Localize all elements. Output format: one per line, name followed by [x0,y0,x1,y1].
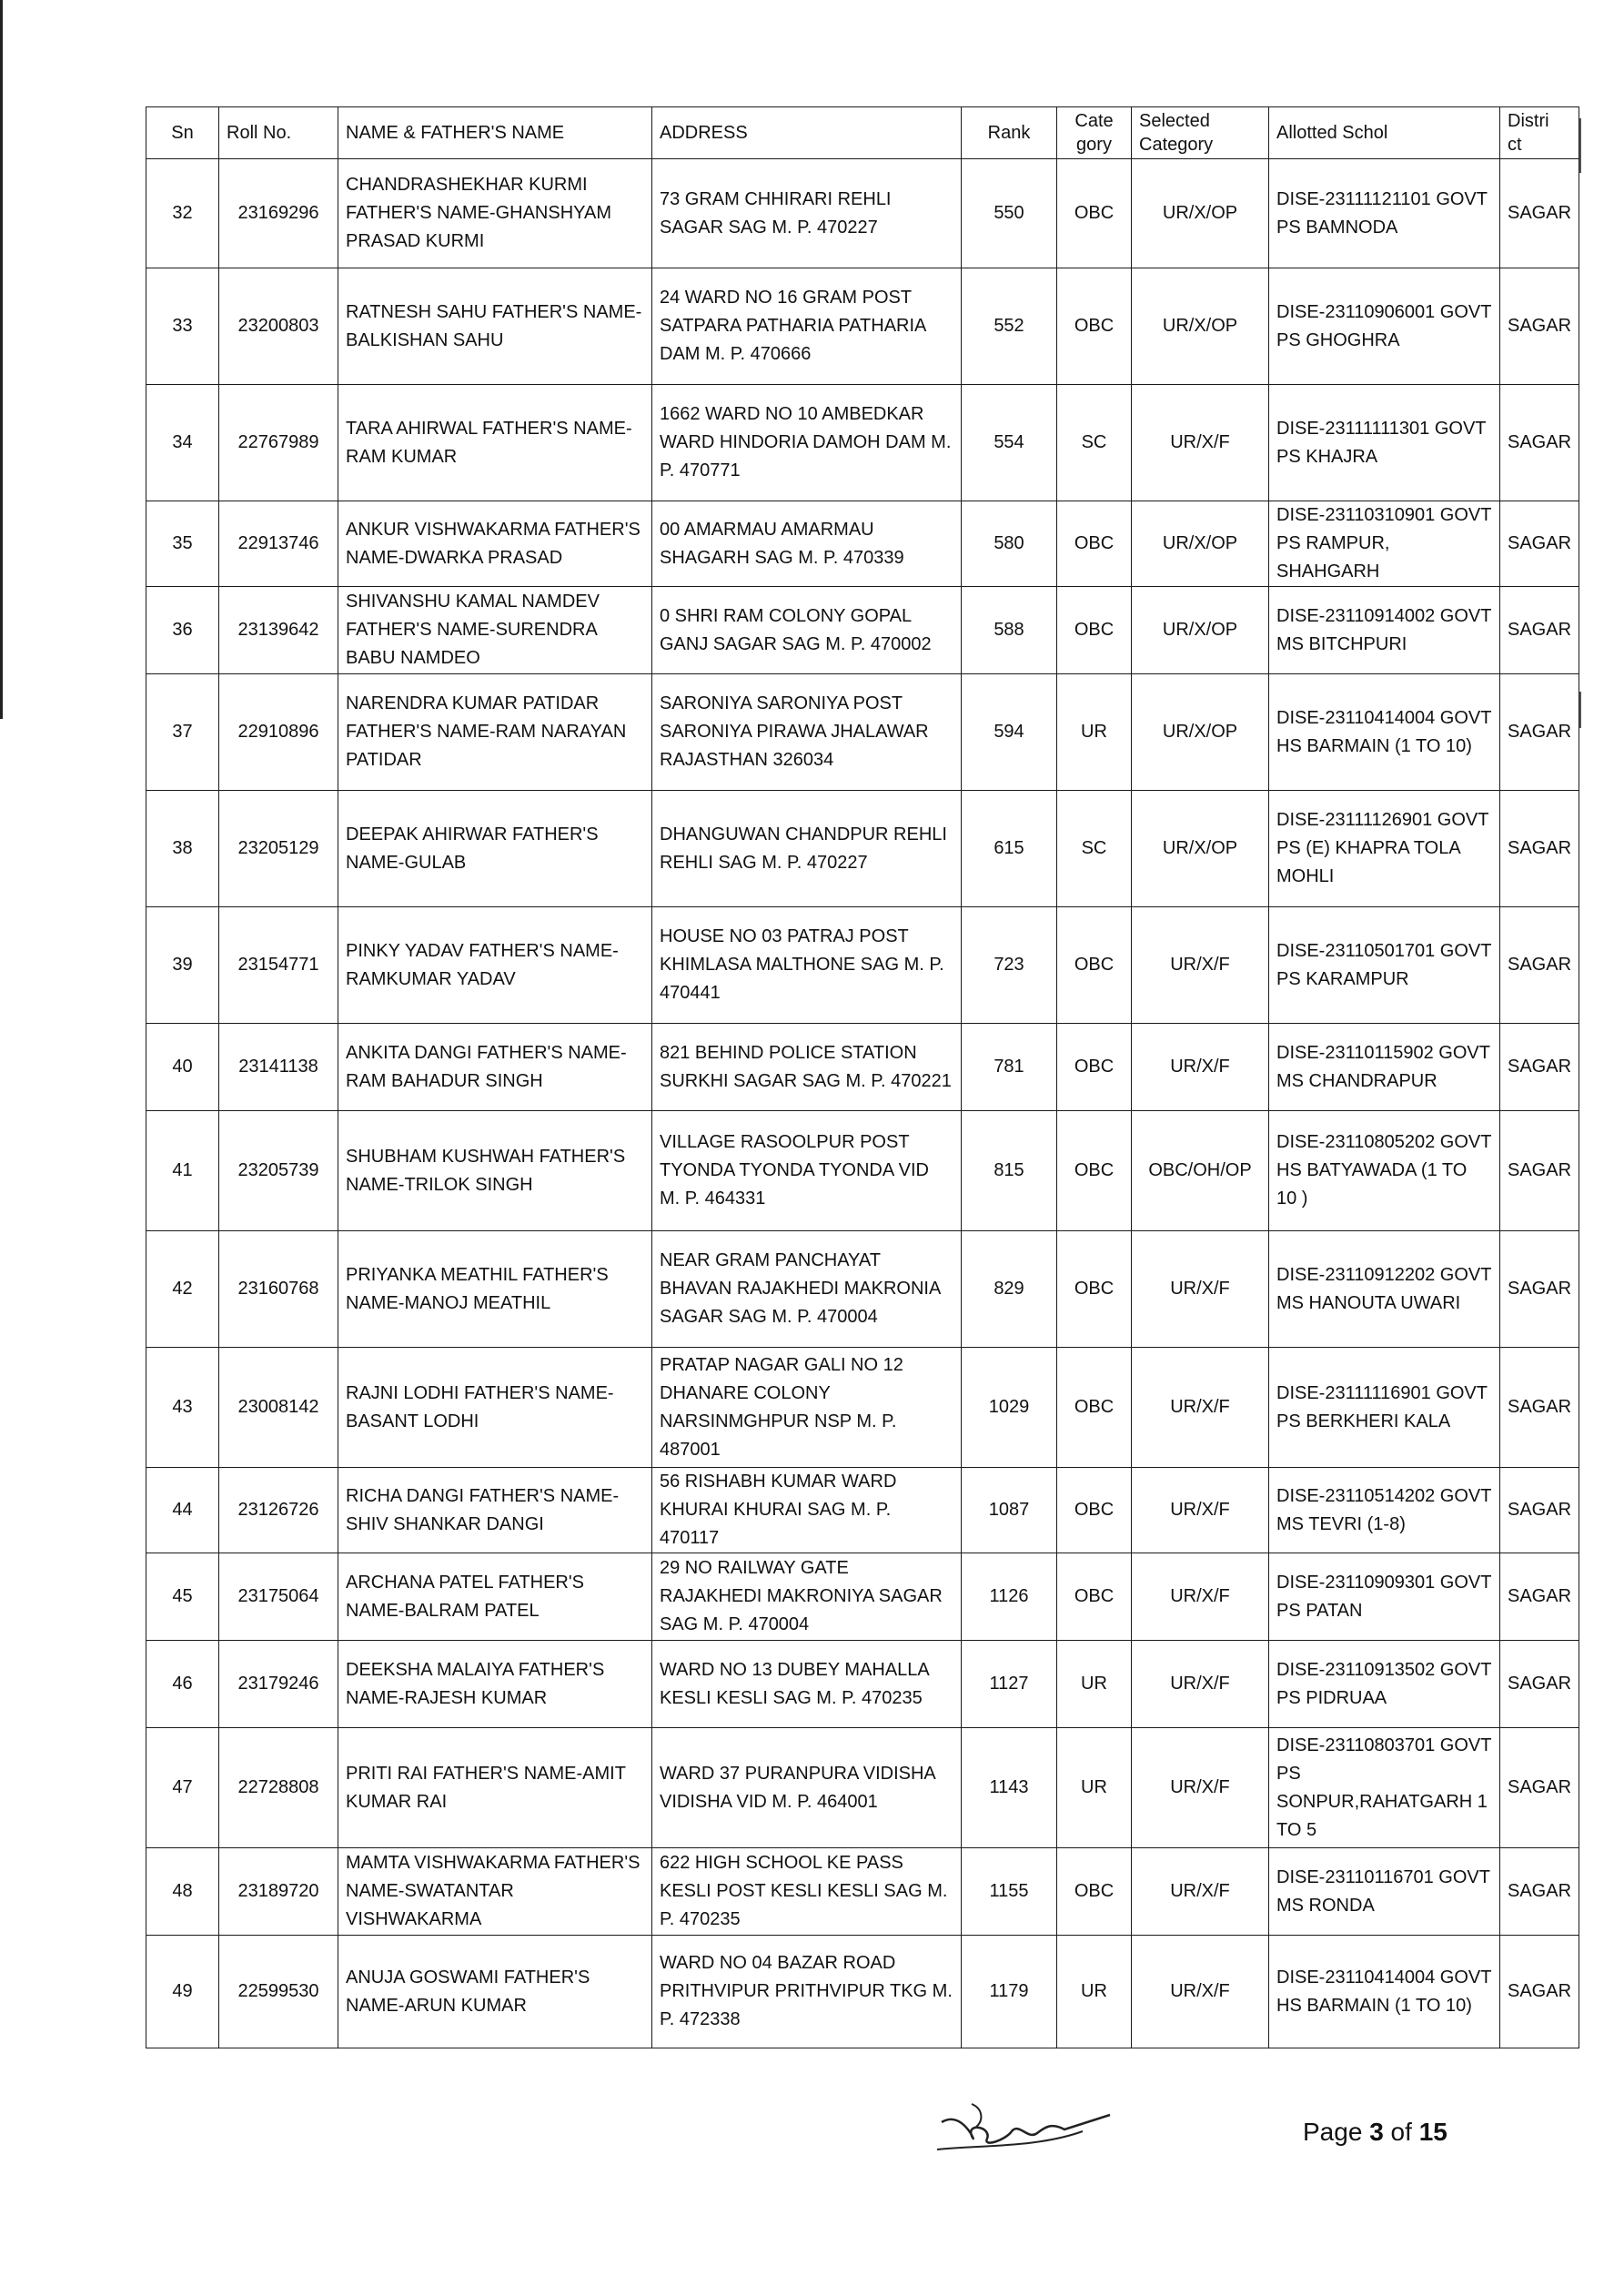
category-cell: OBC [1057,1348,1132,1468]
table-row [146,1553,1579,1641]
table-row [146,268,1579,385]
category-cell: SC [1057,385,1132,501]
allotted-school-cell: DISE-23110414004 GOVT HS BARMAIN (1 TO 10) [1269,1936,1500,2048]
sn-cell: 48 [146,1848,219,1936]
allotted-school-cell: DISE-23110501701 GOVT PS KARAMPUR [1269,907,1500,1024]
roll-no-cell: 23160768 [219,1231,338,1348]
district-cell: SAGAR [1500,1111,1579,1231]
name-cell: CHANDRASHEKHAR KURMI FATHER'S NAME-GHANSHYAM PRASAD KURMI [338,159,652,268]
sn-cell: 35 [146,501,219,587]
district-cell: SAGAR [1500,1348,1579,1468]
header-allotted-school: Allotted Schol [1269,107,1500,159]
category-cell: SC [1057,791,1132,907]
name-cell: ANUJA GOSWAMI FATHER'S NAME-ARUN KUMAR [338,1936,652,2048]
rank-cell: 1087 [962,1468,1057,1553]
selected-category-cell: UR/X/OP [1132,268,1269,385]
name-cell: SHUBHAM KUSHWAH FATHER'S NAME-TRILOK SINGH [338,1111,652,1231]
header-sn: Sn [146,107,219,159]
roll-no-cell: 23169296 [219,159,338,268]
header-district-line1: Distri [1508,111,1549,131]
scan-left-edge [0,0,3,719]
selected-category-cell: OBC/OH/OP [1132,1111,1269,1231]
rank-cell: 554 [962,385,1057,501]
sn-cell: 44 [146,1468,219,1553]
sn-cell: 33 [146,268,219,385]
district-cell: SAGAR [1500,674,1579,791]
sn-cell: 47 [146,1728,219,1848]
roll-no-cell: 22599530 [219,1936,338,2048]
header-selected-category [1132,107,1269,159]
name-cell: DEEKSHA MALAIYA FATHER'S NAME-RAJESH KUMAR [338,1641,652,1728]
address-cell: 1662 WARD NO 10 AMBEDKAR WARD HINDORIA DAMOH DAM M. P. 470771 [652,385,962,501]
roll-no-cell: 23141138 [219,1024,338,1111]
district-cell: SAGAR [1500,1641,1579,1728]
selected-category-cell: UR/X/F [1132,1553,1269,1641]
allotted-school-cell: DISE-23111126901 GOVT PS (E) KHAPRA TOLA MOHLI [1269,791,1500,907]
district-cell: SAGAR [1500,268,1579,385]
name-cell: RICHA DANGI FATHER'S NAME-SHIV SHANKAR DANGI [338,1468,652,1553]
allotted-school-cell: DISE-23110803701 GOVT PS SONPUR,RAHATGARH 1 TO 5 [1269,1728,1500,1848]
district-cell: SAGAR [1500,1848,1579,1936]
rank-cell: 781 [962,1024,1057,1111]
name-cell: DEEPAK AHIRWAR FATHER'S NAME-GULAB [338,791,652,907]
selected-category-cell: UR/X/F [1132,1936,1269,2048]
allotted-school-cell: DISE-23110115902 GOVT MS CHANDRAPUR [1269,1024,1500,1111]
table-row [146,1848,1579,1936]
address-cell: 29 NO RAILWAY GATE RAJAKHEDI MAKRONIYA SAGAR SAG M. P. 470004 [652,1553,962,1641]
address-cell: DHANGUWAN CHANDPUR REHLI REHLI SAG M. P. 470227 [652,791,962,907]
category-cell: OBC [1057,1231,1132,1348]
address-cell: NEAR GRAM PANCHAYAT BHAVAN RAJAKHEDI MAKRONIA SAGAR SAG M. P. 470004 [652,1231,962,1348]
selected-category-cell: UR/X/OP [1132,159,1269,268]
roll-no-cell: 22728808 [219,1728,338,1848]
allotted-school-cell: DISE-23110909301 GOVT PS PATAN [1269,1553,1500,1641]
header-selected-line2: Category [1139,135,1214,155]
rank-cell: 829 [962,1231,1057,1348]
category-cell: OBC [1057,501,1132,587]
header-category [1057,107,1132,159]
category-cell: OBC [1057,1024,1132,1111]
selected-category-cell: UR/X/F [1132,1024,1269,1111]
header-roll-no: Roll No. [219,107,338,159]
roll-no-cell: 23205739 [219,1111,338,1231]
allotted-school-cell: DISE-23110514202 GOVT MS TEVRI (1-8) [1269,1468,1500,1553]
signature [928,2095,1137,2159]
name-cell: RATNESH SAHU FATHER'S NAME-BALKISHAN SAHU [338,268,652,385]
allotted-school-cell: DISE-23110913502 GOVT PS PIDRUAA [1269,1641,1500,1728]
address-cell: 24 WARD NO 16 GRAM POST SATPARA PATHARIA PATHARIA DAM M. P. 470666 [652,268,962,385]
page-word: Page [1303,2118,1363,2146]
sn-cell: 40 [146,1024,219,1111]
category-cell: OBC [1057,268,1132,385]
merit-list-table [146,106,1579,2048]
selected-category-cell: UR/X/F [1132,1641,1269,1728]
address-cell: VILLAGE RASOOLPUR POST TYONDA TYONDA TYONDA VID M. P. 464331 [652,1111,962,1231]
selected-category-cell: UR/X/F [1132,1468,1269,1553]
rank-cell: 1127 [962,1641,1057,1728]
sn-cell: 42 [146,1231,219,1348]
allotted-school-cell: DISE-23110912202 GOVT MS HANOUTA UWARI [1269,1231,1500,1348]
selected-category-cell: UR/X/OP [1132,587,1269,674]
page-current: 3 [1369,2118,1384,2146]
district-cell: SAGAR [1500,1728,1579,1848]
category-cell: UR [1057,1936,1132,2048]
header-name: NAME & FATHER'S NAME [338,107,652,159]
selected-category-cell: UR/X/F [1132,907,1269,1024]
page-number [1303,2118,1447,2147]
district-cell: SAGAR [1500,1468,1579,1553]
address-cell: 821 BEHIND POLICE STATION SURKHI SAGAR SAG M. P. 470221 [652,1024,962,1111]
address-cell: WARD NO 04 BAZAR ROAD PRITHVIPUR PRITHVIPUR TKG M. P. 472338 [652,1936,962,2048]
category-cell: UR [1057,1728,1132,1848]
allotted-school-cell: DISE-23111111301 GOVT PS KHAJRA [1269,385,1500,501]
roll-no-cell: 23008142 [219,1348,338,1468]
sn-cell: 46 [146,1641,219,1728]
name-cell: ANKUR VISHWAKARMA FATHER'S NAME-DWARKA PRASAD [338,501,652,587]
district-cell: SAGAR [1500,907,1579,1024]
selected-category-cell: UR/X/OP [1132,501,1269,587]
roll-no-cell: 23189720 [219,1848,338,1936]
name-cell: ANKITA DANGI FATHER'S NAME-RAM BAHADUR SINGH [338,1024,652,1111]
name-cell: SHIVANSHU KAMAL NAMDEV FATHER'S NAME-SURENDRA BABU NAMDEO [338,587,652,674]
header-row [146,107,1579,159]
selected-category-cell: UR/X/F [1132,385,1269,501]
sn-cell: 45 [146,1553,219,1641]
address-cell: 73 GRAM CHHIRARI REHLI SAGAR SAG M. P. 470227 [652,159,962,268]
header-category-line2: gory [1076,135,1112,155]
roll-no-cell: 23126726 [219,1468,338,1553]
name-cell: NARENDRA KUMAR PATIDAR FATHER'S NAME-RAM NARAYAN PATIDAR [338,674,652,791]
name-cell: PRIYANKA MEATHIL FATHER'S NAME-MANOJ MEATHIL [338,1231,652,1348]
roll-no-cell: 22910896 [219,674,338,791]
header-category-line1: Cate [1074,111,1114,131]
header-selected-line1: Selected [1139,111,1210,131]
roll-no-cell: 22767989 [219,385,338,501]
table-body [146,159,1579,2048]
rank-cell: 588 [962,587,1057,674]
category-cell: OBC [1057,1553,1132,1641]
category-cell: OBC [1057,907,1132,1024]
address-cell: WARD 37 PURANPURA VIDISHA VIDISHA VID M. P. 464001 [652,1728,962,1848]
address-cell: PRATAP NAGAR GALI NO 12 DHANARE COLONY NARSINMGHPUR NSP M. P. 487001 [652,1348,962,1468]
district-cell: SAGAR [1500,1231,1579,1348]
header-rank: Rank [962,107,1057,159]
address-cell: 622 HIGH SCHOOL KE PASS KESLI POST KESLI KESLI SAG M. P. 470235 [652,1848,962,1936]
table-row [146,1024,1579,1111]
table-row [146,674,1579,791]
category-cell: UR [1057,1641,1132,1728]
category-cell: UR [1057,674,1132,791]
sn-cell: 41 [146,1111,219,1231]
table-row [146,159,1579,268]
selected-category-cell: UR/X/F [1132,1348,1269,1468]
table-row [146,791,1579,907]
page-total: 15 [1418,2118,1447,2146]
page-of: of [1390,2118,1412,2146]
roll-no-cell: 23139642 [219,587,338,674]
rank-cell: 1155 [962,1848,1057,1936]
header-district-line2: ct [1508,135,1522,155]
table-row [146,587,1579,674]
selected-category-cell: UR/X/OP [1132,674,1269,791]
rank-cell: 815 [962,1111,1057,1231]
table-row [146,1468,1579,1553]
selected-category-cell: UR/X/F [1132,1848,1269,1936]
roll-no-cell: 23200803 [219,268,338,385]
table-row [146,1348,1579,1468]
allotted-school-cell: DISE-23110805202 GOVT HS BATYAWADA (1 TO 10 ) [1269,1111,1500,1231]
sn-cell: 38 [146,791,219,907]
selected-category-cell: UR/X/OP [1132,791,1269,907]
table-row [146,1231,1579,1348]
district-cell: SAGAR [1500,385,1579,501]
sn-cell: 49 [146,1936,219,2048]
rank-cell: 723 [962,907,1057,1024]
district-cell: SAGAR [1500,501,1579,587]
rank-cell: 615 [962,791,1057,907]
name-cell: MAMTA VISHWAKARMA FATHER'S NAME-SWATANTAR VISHWAKARMA [338,1848,652,1936]
table-row [146,1641,1579,1728]
table-row [146,1728,1579,1848]
table-row [146,1936,1579,2048]
address-cell: 0 SHRI RAM COLONY GOPAL GANJ SAGAR SAG M. P. 470002 [652,587,962,674]
roll-no-cell: 23154771 [219,907,338,1024]
sn-cell: 39 [146,907,219,1024]
district-cell: SAGAR [1500,1024,1579,1111]
roll-no-cell: 23205129 [219,791,338,907]
name-cell: RAJNI LODHI FATHER'S NAME-BASANT LODHI [338,1348,652,1468]
table-row [146,907,1579,1024]
name-cell: PINKY YADAV FATHER'S NAME-RAMKUMAR YADAV [338,907,652,1024]
address-cell: WARD NO 13 DUBEY MAHALLA KESLI KESLI SAG M. P. 470235 [652,1641,962,1728]
sn-cell: 36 [146,587,219,674]
header-district [1500,107,1579,159]
category-cell: OBC [1057,1111,1132,1231]
table-row [146,385,1579,501]
rank-cell: 1029 [962,1348,1057,1468]
selected-category-cell: UR/X/F [1132,1231,1269,1348]
header-address: ADDRESS [652,107,962,159]
roll-no-cell: 22913746 [219,501,338,587]
name-cell: ARCHANA PATEL FATHER'S NAME-BALRAM PATEL [338,1553,652,1641]
name-cell: TARA AHIRWAL FATHER'S NAME-RAM KUMAR [338,385,652,501]
allotted-school-cell: DISE-23111121101 GOVT PS BAMNODA [1269,159,1500,268]
rank-cell: 1126 [962,1553,1057,1641]
district-cell: SAGAR [1500,1936,1579,2048]
address-cell: 00 AMARMAU AMARMAU SHAGARH SAG M. P. 470339 [652,501,962,587]
category-cell: OBC [1057,587,1132,674]
allotted-school-cell: DISE-23110914002 GOVT MS BITCHPURI [1269,587,1500,674]
allotted-school-cell: DISE-23110116701 GOVT MS RONDA [1269,1848,1500,1936]
allotted-school-cell: DISE-23110906001 GOVT PS GHOGHRA [1269,268,1500,385]
rank-cell: 1179 [962,1936,1057,2048]
district-cell: SAGAR [1500,791,1579,907]
category-cell: OBC [1057,1848,1132,1936]
name-cell: PRITI RAI FATHER'S NAME-AMIT KUMAR RAI [338,1728,652,1848]
table-row [146,501,1579,587]
address-cell: 56 RISHABH KUMAR WARD KHURAI KHURAI SAG M. P. 470117 [652,1468,962,1553]
district-cell: SAGAR [1500,1553,1579,1641]
rank-cell: 580 [962,501,1057,587]
selected-category-cell: UR/X/F [1132,1728,1269,1848]
rank-cell: 550 [962,159,1057,268]
allotted-school-cell: DISE-23111116901 GOVT PS BERKHERI KALA [1269,1348,1500,1468]
category-cell: OBC [1057,1468,1132,1553]
address-cell: HOUSE NO 03 PATRAJ POST KHIMLASA MALTHONE SAG M. P. 470441 [652,907,962,1024]
roll-no-cell: 23175064 [219,1553,338,1641]
sn-cell: 37 [146,674,219,791]
table-row [146,1111,1579,1231]
rank-cell: 552 [962,268,1057,385]
category-cell: OBC [1057,159,1132,268]
roll-no-cell: 23179246 [219,1641,338,1728]
address-cell: SARONIYA SARONIYA POST SARONIYA PIRAWA JHALAWAR RAJASTHAN 326034 [652,674,962,791]
sn-cell: 43 [146,1348,219,1468]
district-cell: SAGAR [1500,159,1579,268]
sn-cell: 34 [146,385,219,501]
allotted-school-cell: DISE-23110414004 GOVT HS BARMAIN (1 TO 10) [1269,674,1500,791]
allotted-school-cell: DISE-23110310901 GOVT PS RAMPUR, SHAHGARH [1269,501,1500,587]
sn-cell: 32 [146,159,219,268]
district-cell: SAGAR [1500,587,1579,674]
rank-cell: 594 [962,674,1057,791]
rank-cell: 1143 [962,1728,1057,1848]
